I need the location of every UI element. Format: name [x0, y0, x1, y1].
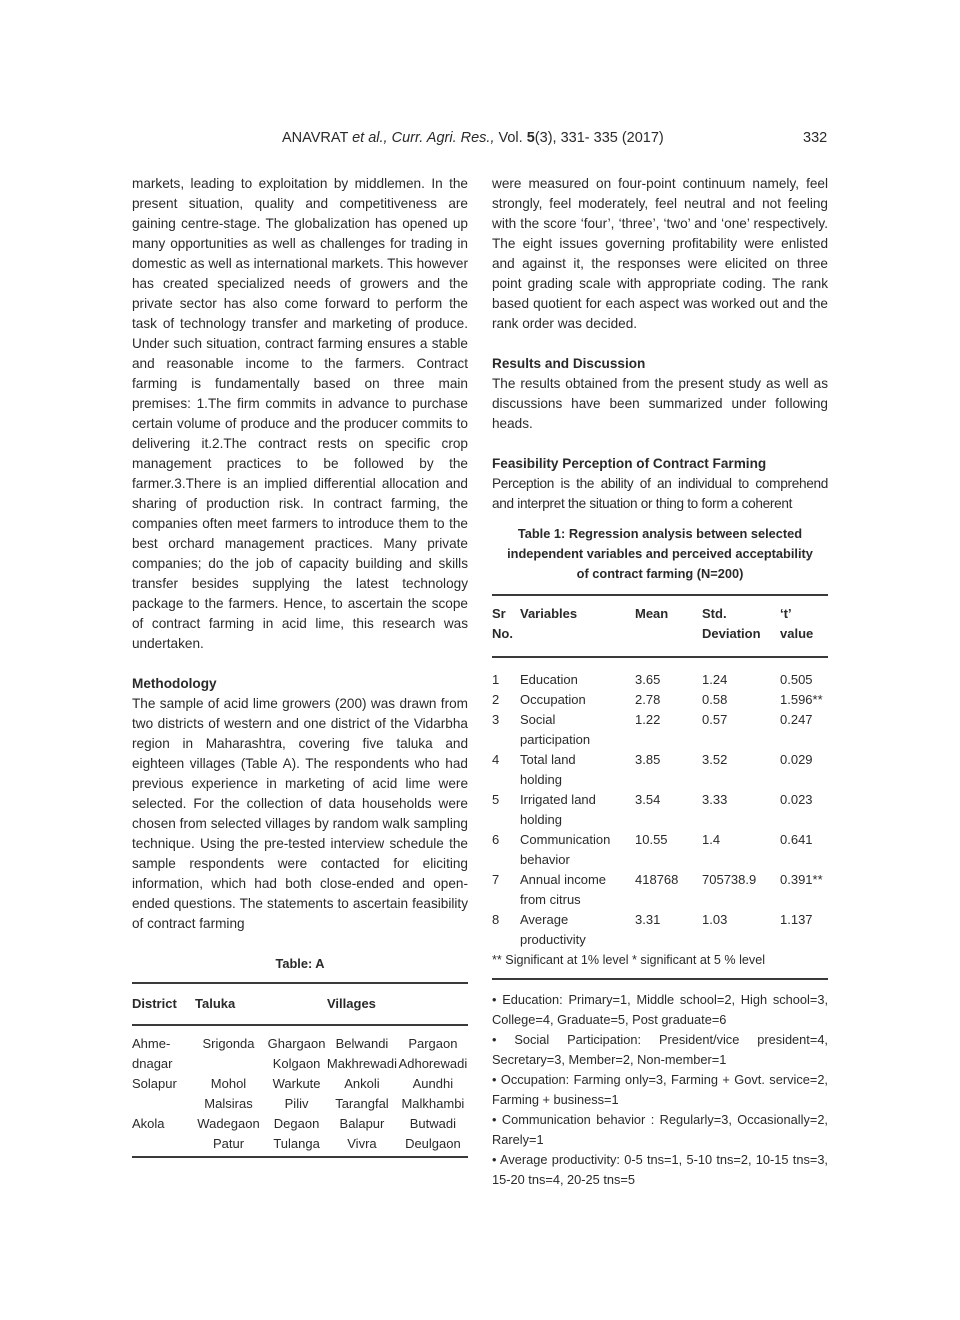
variable-cell — [520, 710, 635, 750]
t-value-cell: 0.391** — [780, 872, 823, 887]
district-cell — [132, 1094, 190, 1114]
variable-line: Communication — [520, 832, 611, 847]
left-column — [132, 174, 468, 1158]
methodology-heading: Methodology — [132, 676, 217, 691]
std-deviation-cell: 0.57 — [702, 712, 728, 727]
std-deviation-cell: 0.58 — [702, 692, 728, 707]
variable-line: Education — [520, 672, 578, 687]
district-cell: Solapur — [132, 1076, 177, 1091]
table-row — [492, 790, 828, 830]
variable-line: Annual income — [520, 872, 606, 887]
variable-cell — [520, 790, 635, 830]
village-cell: Kolgaon — [272, 1056, 321, 1071]
t-value-cell: 0.023 — [780, 792, 813, 807]
t-value-cell: 0.505 — [780, 672, 813, 687]
village-cell: Butwadi — [409, 1116, 457, 1131]
th-std-deviation: Std. Deviation — [702, 606, 761, 641]
sr-cell: 7 — [492, 872, 500, 887]
variable-line: Occupation — [520, 692, 586, 707]
taluka-cell: Mohol — [210, 1076, 247, 1091]
village-cell: Makhrewadi — [326, 1056, 397, 1071]
std-deviation-cell: 3.52 — [702, 752, 728, 767]
table-row — [132, 1054, 468, 1074]
table-a — [132, 982, 468, 1158]
mean-cell: 1.22 — [635, 712, 661, 727]
village-cell: Piliv — [284, 1096, 309, 1111]
variable-line: holding — [520, 812, 562, 827]
variable-line: participation — [520, 732, 591, 747]
issue-pages: (3), 331- 335 (2017) — [534, 130, 664, 146]
village-cell: Pargaon — [408, 1036, 458, 1051]
table-row — [492, 870, 828, 910]
taluka-cell: Srigonda — [202, 1036, 255, 1051]
variable-line: behavior — [520, 852, 570, 867]
table-1-caption-line-3: of contract farming (N=200) — [576, 566, 744, 581]
taluka-cell — [190, 1054, 267, 1074]
village-cell: Adhorewadi — [398, 1056, 468, 1071]
variable-line: Social — [520, 712, 556, 727]
district-cell: Akola — [132, 1116, 165, 1131]
th-t-value: ‘t’ value — [780, 606, 814, 641]
variable-cell — [520, 910, 635, 950]
mean-cell: 2.78 — [635, 692, 661, 707]
mean-cell: 3.54 — [635, 792, 661, 807]
th-mean: Mean — [635, 606, 669, 621]
intro-paragraph: markets, leading to exploitation by middlemen. In the present situation, quality and competitiveness are gaining centre-stage. The globalization has opened up many opportunities as well as challenges for trading in domestic as well as international markets. This however has created specialized needs of growers and the private sector has also come forward to perform the task of technology transfer and marketing of produce. Under such situation, contract farming ensures a stable and reasonable income to the farmers. Contract farming is fundamentally based on three main premises: 1.The firm commits in advance to purchase certain volume of produce and the producer commits to delivering it.2.The contract rests on specific crop management practices to be followed by the farmer.3.There is an implied differential allocation and sharing of production risk. In contract farming, the companies often meet farmers to introduce them to the best orchard management practices. Many private companies; do the job of capacity building and skills transfer besides supplying the latest technology package to the farmers. Hence, to ascertain the scope of contract farming in acid lime, this research was undertaken. — [132, 176, 468, 651]
variable-line: holding — [520, 772, 562, 787]
coding-note: • Communication behavior : Regularly=3, Occasionally=2, Rarely=1 — [492, 1112, 828, 1147]
significance-note: ** Significant at 1% level * significant at 5 % level — [492, 950, 828, 980]
table-row — [492, 710, 828, 750]
results-paragraph: The results obtained from the present study as well as discussions have been summarized under following heads. — [492, 376, 828, 431]
t-value-cell: 0.641 — [780, 832, 813, 847]
continuation-paragraph: were measured on four-point continuum namely, feel strongly, feel moderately, feel neutral and not feeling with the score ‘four’, ‘three’, ‘two’ and ‘one’ respectively. The eight issues governing profitability were enlisted and against it, the responses were elicited on three point grading scale with appropriate coding. The rank based quotient for each aspect was worked out and the rank order was decided. — [492, 176, 828, 331]
village-cell: Malkhambi — [401, 1096, 465, 1111]
volume-number: 5 — [526, 130, 535, 146]
coding-note: • Occupation: Farming only=3, Farming + Govt. service=2, Farming + business=1 — [492, 1072, 828, 1107]
village-cell: Degaon — [273, 1116, 320, 1131]
running-head — [282, 130, 664, 146]
mean-cell: 3.65 — [635, 672, 661, 687]
variable-line: Irrigated land — [520, 792, 596, 807]
th-variables: Variables — [520, 606, 578, 621]
variable-cell — [520, 750, 635, 790]
mean-cell: 3.31 — [635, 912, 661, 927]
table-row — [132, 1025, 468, 1054]
std-deviation-cell: 1.24 — [702, 672, 728, 687]
variable-line: Average — [520, 912, 569, 927]
table-row — [132, 1074, 468, 1094]
std-deviation-cell: 705738.9 — [702, 872, 757, 887]
th-district: District — [132, 996, 177, 1011]
variable-cell — [520, 657, 635, 690]
std-deviation-cell: 3.33 — [702, 792, 728, 807]
sr-cell: 1 — [492, 672, 500, 687]
village-cell: Vivra — [347, 1136, 377, 1151]
variable-cell — [520, 830, 635, 870]
coding-note: • Education: Primary=1, Middle school=2, High school=3, College=4, Graduate=5, Post graduate=6 — [492, 992, 828, 1027]
village-cell: Aundhi — [412, 1076, 454, 1091]
results-heading: Results and Discussion — [492, 356, 646, 371]
volume-label: Vol. — [498, 130, 523, 146]
table-row — [132, 1094, 468, 1114]
t-value-cell: 0.029 — [780, 752, 813, 767]
table-1 — [492, 594, 828, 950]
variable-cell — [520, 870, 635, 910]
mean-cell: 418768 — [635, 872, 679, 887]
page-number: 332 — [803, 130, 828, 146]
coding-notes — [492, 990, 828, 1190]
sr-cell: 5 — [492, 792, 500, 807]
table-row — [492, 657, 828, 690]
village-cell: Ghargaon — [267, 1036, 326, 1051]
village-cell: Ankoli — [344, 1076, 380, 1091]
feasibility-heading: Feasibility Perception of Contract Farming — [492, 456, 767, 471]
variable-cell — [520, 690, 635, 710]
sr-cell: 6 — [492, 832, 500, 847]
sr-cell: 8 — [492, 912, 500, 927]
village-cell: Warkute — [272, 1076, 321, 1091]
taluka-cell: Patur — [212, 1136, 245, 1151]
mean-cell: 3.85 — [635, 752, 661, 767]
variable-line: from citrus — [520, 892, 581, 907]
district-cell: Ahme- — [132, 1036, 171, 1051]
table-a-caption: Table: A — [275, 956, 325, 971]
methodology-paragraph: The sample of acid lime growers (200) was drawn from two districts of western and one district of the Vidarbha region in Maharashtra, covering five taluka and eighteen villages (Table A). The respondents who had previous experience in marketing of acid lime were selected. For the collection of data households were chosen from selected villages by random walk sampling technique. Using the pre-tested interview schedule the sample respondents were contacted for eliciting information, which had both close-ended and open-ended questions. The statements to ascertain feasibility of contract farming — [132, 696, 468, 931]
village-cell: Belwandi — [335, 1036, 389, 1051]
district-cell — [132, 1134, 190, 1157]
table-row — [492, 690, 828, 710]
village-cell: Balapur — [339, 1116, 385, 1131]
variable-line: Total land — [520, 752, 576, 767]
taluka-cell: Wadegaon — [197, 1116, 260, 1131]
th-sr-no: Sr No. — [492, 606, 513, 641]
table-row — [492, 910, 828, 950]
taluka-cell: Malsiras — [204, 1096, 253, 1111]
village-cell: Tarangfal — [335, 1096, 389, 1111]
variable-line: productivity — [520, 932, 586, 947]
journal-name: Curr. Agri. Res., — [391, 130, 495, 146]
mean-cell: 10.55 — [635, 832, 668, 847]
et-al: et al., — [352, 130, 388, 146]
village-cell: Deulgaon — [405, 1136, 461, 1151]
table-row — [492, 830, 828, 870]
table-row — [132, 1134, 468, 1157]
std-deviation-cell: 1.4 — [702, 832, 721, 847]
t-value-cell: 1.137 — [780, 912, 813, 927]
feasibility-paragraph: Perception is the ability of an individual to comprehend and interpret the situation or thing to form a coherent — [492, 476, 828, 511]
sr-cell: 2 — [492, 692, 500, 707]
village-cell: Tulanga — [273, 1136, 320, 1151]
table-row — [492, 750, 828, 790]
sr-cell: 4 — [492, 752, 500, 767]
sr-cell: 3 — [492, 712, 500, 727]
th-villages: Villages — [327, 996, 376, 1011]
author: ANAVRAT — [282, 130, 349, 146]
std-deviation-cell: 1.03 — [702, 912, 728, 927]
coding-note: • Social Participation: President/vice president=4, Secretary=3, Member=2, Non-member=1 — [492, 1032, 828, 1067]
table-row — [132, 1114, 468, 1134]
district-cell: dnagar — [132, 1056, 173, 1071]
th-taluka: Taluka — [195, 996, 236, 1011]
t-value-cell: 0.247 — [780, 712, 813, 727]
right-column — [492, 174, 828, 1190]
table-1-caption-line-1: Table 1: Regression analysis between selected — [517, 526, 803, 541]
coding-note: • Average productivity: 0-5 tns=1, 5-10 tns=2, 10-15 tns=3, 15-20 tns=4, 20-25 tns=5 — [492, 1152, 828, 1187]
table-1-caption-line-2: independent variables and perceived acceptability — [507, 546, 813, 561]
t-value-cell: 1.596** — [780, 692, 823, 707]
